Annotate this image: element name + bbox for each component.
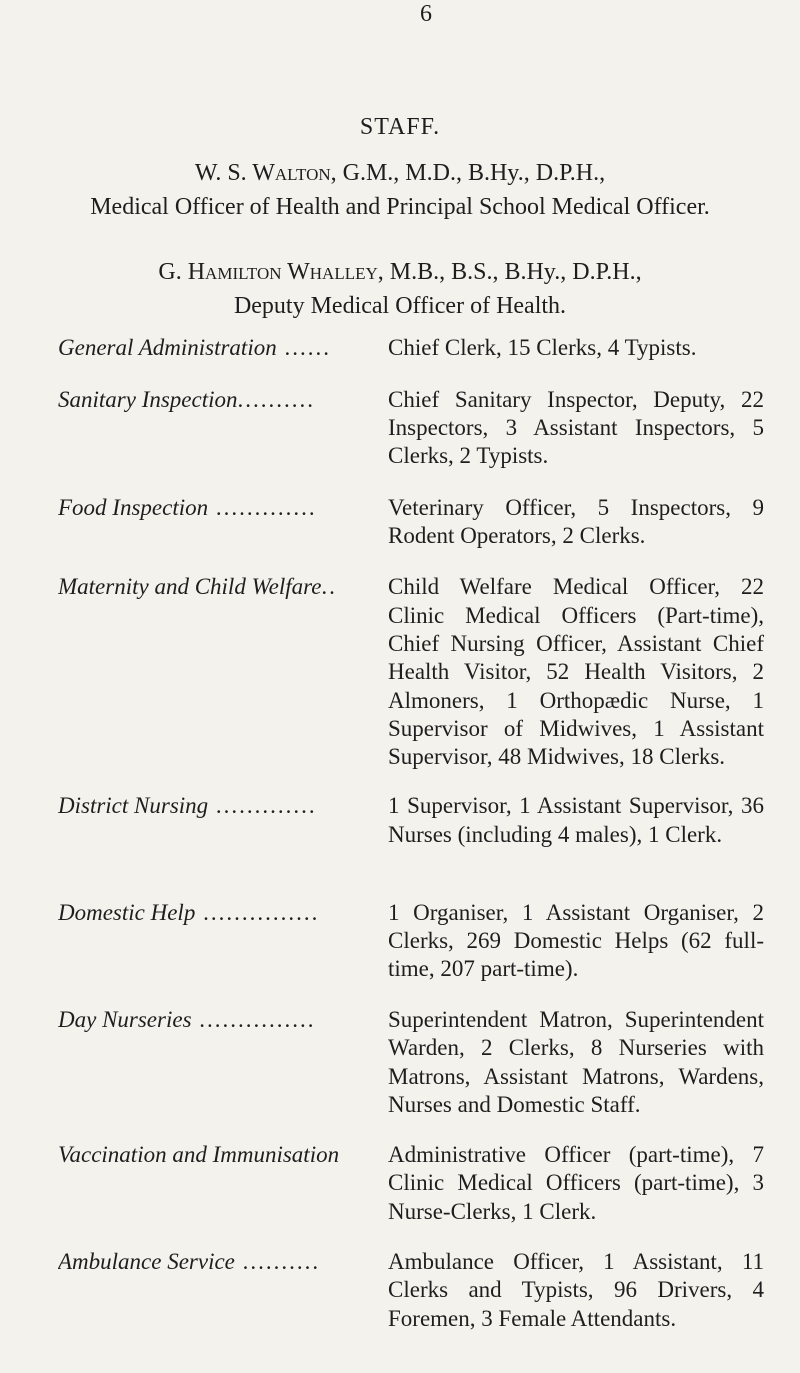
section-description: 1 Organiser, 1 Assistant Organiser, 2 Clerks, 269 Domestic Helps (62 full-time, 207 part-time). [388, 899, 764, 982]
section-label: Day Nurseries ............... [58, 1006, 316, 1032]
medical-officer-name-line [0, 156, 800, 190]
section-label: Ambulance Service .......... [58, 1249, 321, 1275]
deputy-medical-officer-name-line [0, 255, 800, 289]
section-description: Chief Clerk, 15 Clerks, 4 Typists. [388, 335, 697, 360]
section-label: District Nursing ............. [58, 793, 317, 819]
page-number: 6 [420, 1, 432, 27]
section-description: Chief Sanitary Inspector, Deputy, 22 Inspectors, 3 Assistant Inspectors, 5 Clerks, 2 Typists. [388, 386, 764, 469]
section-label: Maternity and Child Welfare.. [58, 574, 337, 600]
section-description: Administrative Officer (part-time), 7 Clinic Medical Officers (part-time), 3 Nurse-Clerks, 1 Clerk. [388, 1141, 764, 1224]
section-description: Veterinary Officer, 5 Inspectors, 9 Rodent Operators, 2 Clerks. [388, 494, 764, 549]
section-label: Domestic Help ............... [58, 899, 320, 925]
section-label: Vaccination and Immunisation [58, 1141, 340, 1167]
section-label: Food Inspection ............. [58, 494, 317, 520]
medical-officer-block [0, 156, 800, 224]
section-label: Sanitary Inspection.......... [58, 386, 315, 412]
section-label: General Administration ...... [58, 335, 331, 360]
section-description: Child Welfare Medical Officer, 22 Clinic Medical Officers (Part-time), Chief Nursing Officer, Assistant Chief Health Visitor, 52 Health Visitors, 2 Almoners, 1 Orthopædic Nurse, 1 Supervisor of Midwives, 1 Assistant Supervisor, 48 Midwives, 18 Clerks. [388, 574, 764, 770]
medical-officer-qualifications: G.M., M.D., B.Hy., D.P.H., [336, 160, 606, 186]
deputy-medical-officer-qualifications: M.B., B.S., B.Hy., D.P.H., [383, 259, 642, 285]
section-description: Ambulance Officer, 1 Assistant, 11 Clerks and Typists, 96 Drivers, 4 Foremen, 3 Female Attendants. [388, 1249, 764, 1331]
medical-officer-title: Medical Officer of Health and Principal School Medical Officer. [90, 194, 710, 220]
page-title: STAFF. [359, 114, 441, 140]
deputy-medical-officer-name: G. Hamilton Whalley, [158, 259, 384, 285]
section-description: 1 Supervisor, 1 Assistant Supervisor, 36 Nurses (including 4 males), 1 Clerk. [388, 793, 764, 847]
deputy-medical-officer-title: Deputy Medical Officer of Health. [233, 293, 567, 319]
deputy-medical-officer-block [0, 255, 800, 323]
medical-officer-name: W. S. Walton, [194, 160, 337, 186]
section-description: Superintendent Matron, Superintendent Warden, 2 Clerks, 8 Nurseries with Matrons, Assistant Matrons, Wardens, Nurses and Domestic Staff. [388, 1006, 764, 1117]
